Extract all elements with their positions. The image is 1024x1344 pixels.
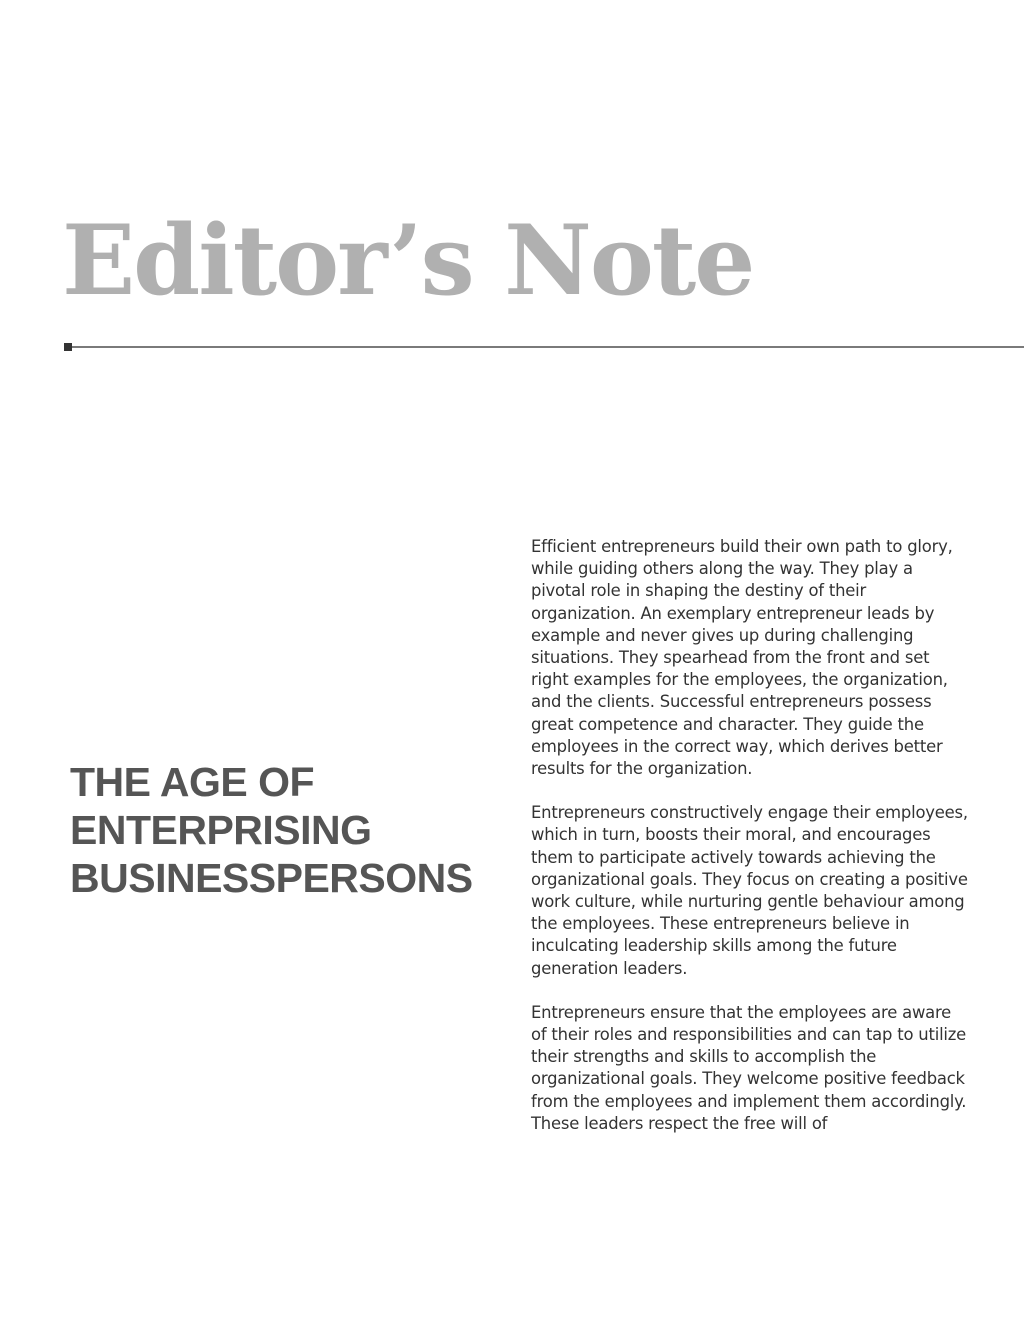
article-heading-line: BUSINESSPERSONS (70, 855, 473, 901)
divider-line (72, 346, 1024, 348)
title-divider (64, 343, 1024, 351)
divider-square-marker (64, 343, 72, 351)
article-heading-line: ENTERPRISING (70, 807, 372, 853)
article-heading (70, 758, 520, 902)
body-paragraph: Efficient entrepreneurs build their own path to glory, while guiding others along the way. They play a pivotal role in shaping the destiny of their organization. An exemplary entrepreneur leads by example and never gives up during challenging situations. They spearhead from the front and set right examples for the employees, the organization, and the clients. Successful entrepreneurs possess great competence and character. They guide the employees in the correct way, which derives better results for the organization. (531, 537, 953, 779)
article-heading-line: THE AGE OF (70, 759, 315, 805)
article-body (531, 536, 971, 1157)
page-title: Editor’s Note (62, 204, 754, 317)
body-paragraph: Entrepreneurs constructively engage their employees, which in turn, boosts their moral, and encourages them to participate actively towards achieving the organizational goals. They focus on creating a positive work culture, while nurturing gentle behaviour among the employees. These entrepreneurs believe in inculcating leadership skills among the future generation leaders. (531, 803, 968, 978)
body-paragraph: Entrepreneurs ensure that the employees are aware of their roles and responsibilities and can tap to utilize their strengths and skills to accomplish the organizational goals. They welcome positive feedback from the employees and implement them accordingly. These leaders respect the free will of (531, 1002, 967, 1133)
